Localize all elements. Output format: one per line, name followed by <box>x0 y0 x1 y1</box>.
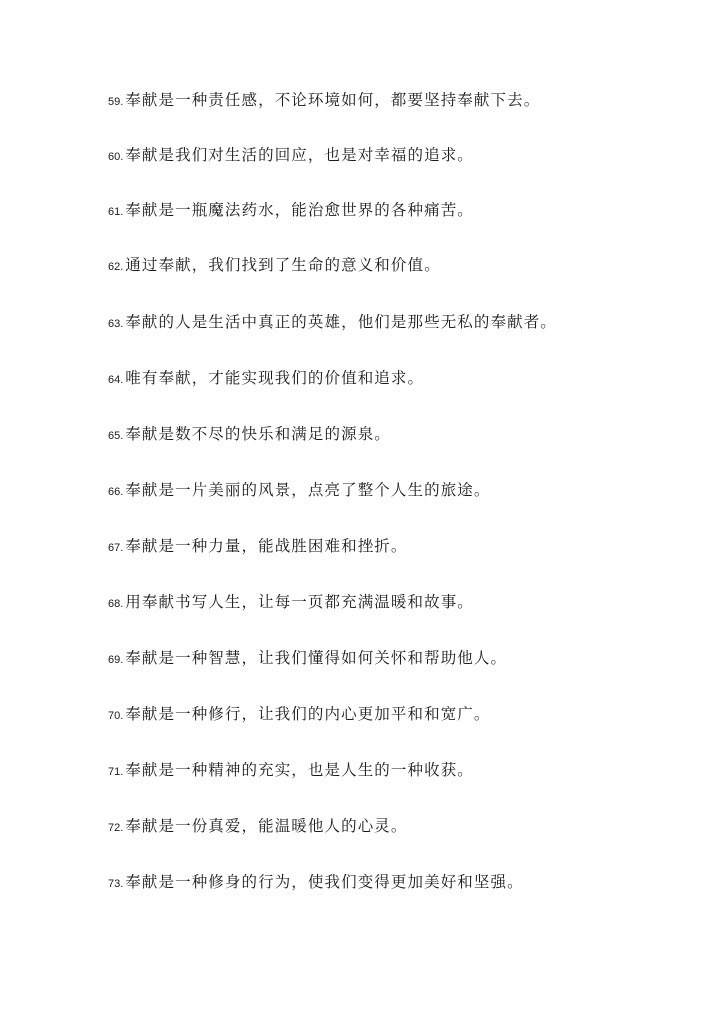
item-text: 奉献是一种精神的充实，也是人生的一种收获。 <box>125 761 474 779</box>
item-text: 奉献是一份真爱，能温暖他人的心灵。 <box>125 817 408 835</box>
item-number: 73. <box>108 878 124 890</box>
list-item <box>108 592 688 614</box>
item-text: 奉献是我们对生活的回应，也是对幸福的追求。 <box>125 146 474 164</box>
list-item <box>108 816 688 838</box>
list-item <box>108 255 688 277</box>
item-text: 奉献是一种修身的行为，使我们变得更加美好和坚强。 <box>125 873 524 891</box>
item-number: 69. <box>108 654 124 666</box>
item-text: 用奉献书写人生，让每一页都充满温暖和故事。 <box>125 593 474 611</box>
item-number: 63. <box>108 318 124 330</box>
item-text: 奉献是一种力量，能战胜困难和挫折。 <box>125 537 408 555</box>
item-number: 68. <box>108 598 124 610</box>
item-text: 奉献是一种修行，让我们的内心更加平和和宽广。 <box>125 705 491 723</box>
item-number: 60. <box>108 151 124 163</box>
item-text: 奉献是一瓶魔法药水，能治愈世界的各种痛苦。 <box>125 201 474 219</box>
list-item <box>108 90 688 112</box>
list-item <box>108 704 688 726</box>
list-item <box>108 200 688 222</box>
list-item <box>108 312 688 334</box>
item-text: 唯有奉献，才能实现我们的价值和追求。 <box>125 369 425 387</box>
item-text: 奉献是一种智慧，让我们懂得如何关怀和帮助他人。 <box>125 649 508 667</box>
list-item <box>108 145 688 167</box>
item-text: 奉献是数不尽的快乐和满足的源泉。 <box>125 425 391 443</box>
item-text: 通过奉献，我们找到了生命的意义和价值。 <box>125 256 441 274</box>
list-item <box>108 872 688 894</box>
item-number: 70. <box>108 710 124 722</box>
item-number: 61. <box>108 206 124 218</box>
item-number: 67. <box>108 542 124 554</box>
list-item <box>108 480 688 502</box>
item-text: 奉献的人是生活中真正的英雄，他们是那些无私的奉献者。 <box>125 313 557 331</box>
item-number: 59. <box>108 96 124 108</box>
item-text: 奉献是一片美丽的风景，点亮了整个人生的旅途。 <box>125 481 491 499</box>
list-item <box>108 368 688 390</box>
item-number: 66. <box>108 486 124 498</box>
item-number: 64. <box>108 374 124 386</box>
list-item <box>108 760 688 782</box>
item-number: 71. <box>108 766 124 778</box>
item-number: 65. <box>108 430 124 442</box>
item-number: 62. <box>108 261 124 273</box>
list-item <box>108 536 688 558</box>
item-text: 奉献是一种责任感，不论环境如何，都要坚持奉献下去。 <box>125 91 541 109</box>
item-number: 72. <box>108 822 124 834</box>
list-item <box>108 424 688 446</box>
list-item <box>108 648 688 670</box>
